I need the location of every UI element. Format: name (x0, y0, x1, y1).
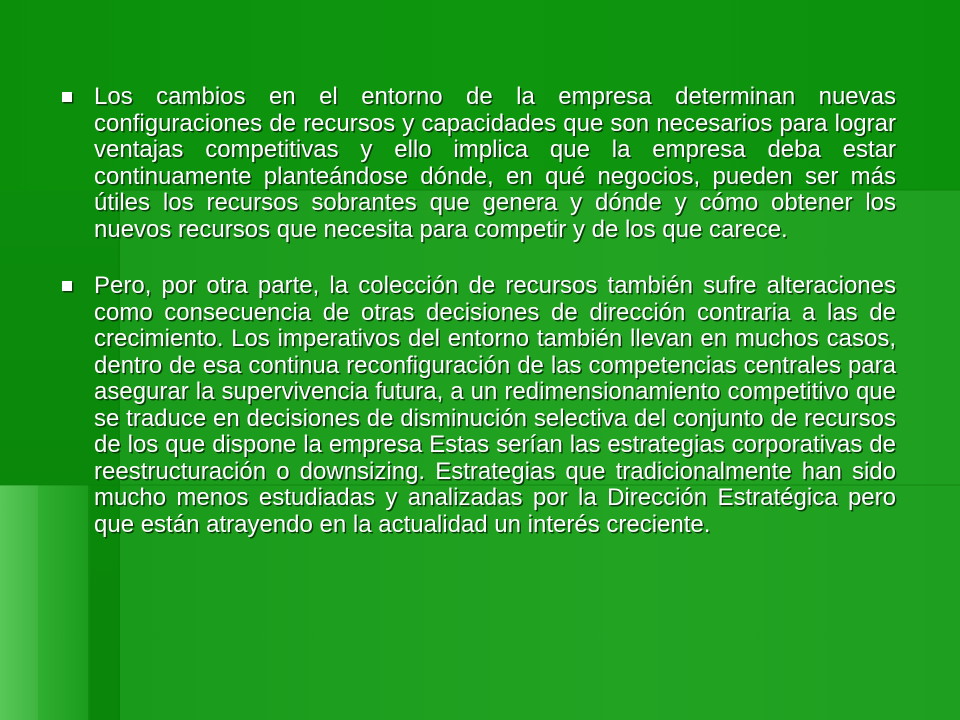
bullet-text: Los cambios en el entorno de la empresa determinan nuevas configuraciones de recursos y capacidades que son necesarios para lograr ventajas competitivas y ello implica que la empresa deba estar continuamente planteándose dónde, en qué negocios, pueden ser más útiles los recursos sobrantes que genera y dónde y cómo obtener los nuevos recursos que necesita para competir y de los que carece. (94, 83, 896, 243)
square-bullet-icon (62, 92, 72, 102)
bullet-item-2 (58, 273, 896, 538)
background-left-strip (0, 485, 38, 720)
slide-content (58, 84, 896, 568)
bullet-item-1 (58, 84, 896, 243)
square-bullet-icon (62, 281, 72, 291)
bullet-text: Pero, por otra parte, la colección de recursos también sufre alteraciones como consecuencia de otras decisiones de dirección contraria a las de crecimiento. Los imperativos del entorno también llevan en muchos casos, dentro de esa continua reconfiguración de las competencias centrales para asegurar la supervivencia futura, a un redimensionamiento competitivo que se traduce en decisiones de disminución selectiva del conjunto de recursos de los que dispone la empresa Estas serían las estrategias corporativas de reestructuración o downsizing. Estrategias que tradicionalmente han sido mucho menos estudiadas y analizadas por la Dirección Estratégica pero que están atrayendo en la actualidad un interés creciente. (94, 272, 896, 538)
